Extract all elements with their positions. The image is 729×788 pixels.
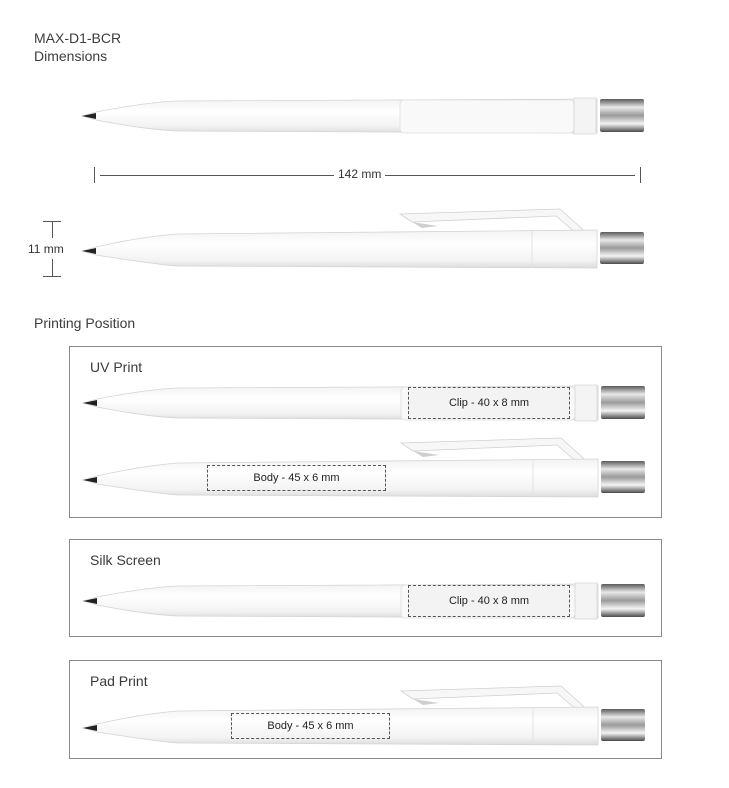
uv-print-panel bbox=[69, 346, 662, 518]
silk-screen-title: Silk Screen bbox=[90, 552, 161, 568]
uv-clip-print-area: Clip - 40 x 8 mm bbox=[408, 387, 570, 419]
length-tick-right bbox=[640, 167, 641, 183]
pad-body-print-area: Body - 45 x 6 mm bbox=[231, 713, 390, 739]
length-label: 142 mm bbox=[334, 167, 385, 181]
diameter-tick-bottom bbox=[43, 276, 61, 277]
pad-print-panel bbox=[69, 660, 662, 759]
pen-side-clip-view bbox=[82, 94, 646, 138]
silk-screen-panel bbox=[69, 539, 662, 637]
uv-body-print-area: Body - 45 x 6 mm bbox=[207, 465, 386, 491]
printing-position-heading: Printing Position bbox=[34, 315, 136, 331]
product-code: MAX-D1-BCR bbox=[34, 30, 122, 46]
diameter-line-top bbox=[52, 221, 53, 238]
pad-print-title: Pad Print bbox=[90, 673, 148, 689]
length-tick-left bbox=[94, 167, 95, 183]
dimensions-subtitle: Dimensions bbox=[34, 48, 108, 64]
silk-clip-print-area: Clip - 40 x 8 mm bbox=[408, 585, 570, 617]
diameter-line-bottom bbox=[52, 259, 53, 276]
uv-print-title: UV Print bbox=[90, 359, 143, 375]
pen-top-clip-view bbox=[82, 206, 646, 272]
diameter-label: 11 mm bbox=[28, 242, 64, 256]
